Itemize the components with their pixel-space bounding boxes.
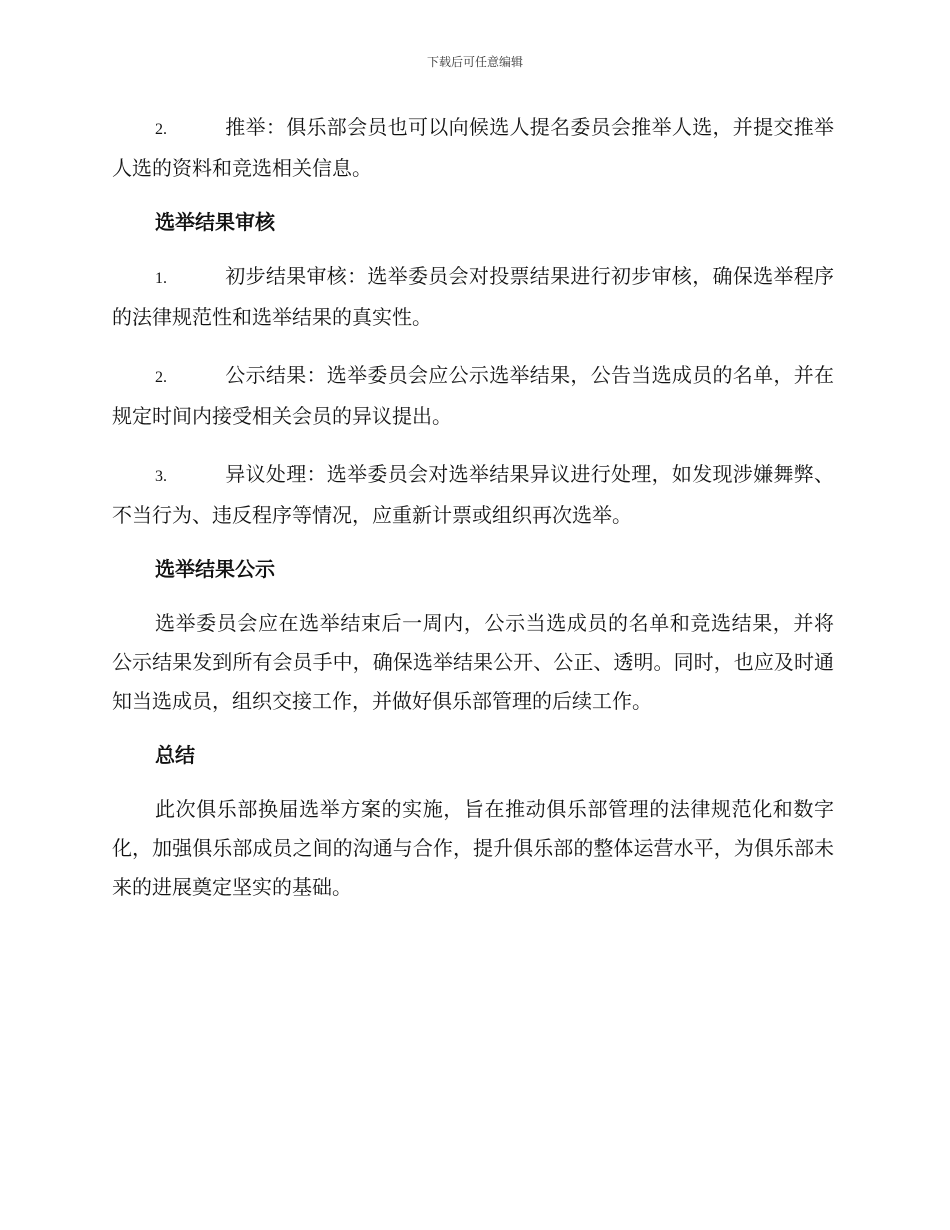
review-item-2 (112, 356, 834, 436)
review-item-1 (112, 257, 834, 337)
item-number: 2. (155, 121, 167, 138)
item-text: 异议处理：选举委员会对选举结果异议进行处理，如发现涉嫌舞弊、不当行为、违反程序等情况，应重新计票或组织再次选举。 (112, 462, 834, 527)
item-number: 3. (155, 468, 167, 485)
summary-paragraph: 此次俱乐部换届选举方案的实施，旨在推动俱乐部管理的法律规范化和数字化，加强俱乐部成员之间的沟通与合作，提升俱乐部的整体运营水平，为俱乐部未来的进展奠定坚实的基础。 (112, 797, 834, 899)
section-heading-announcement: 选举结果公示 (155, 557, 275, 581)
announcement-paragraph: 选举委员会应在选举结束后一周内，公示当选成员的名单和竞选结果，并将公示结果发到所有会员手中，确保选举结果公开、公正、透明。同时，也应及时通知当选成员，组织交接工作，并做好俱乐部管理的后续工作。 (112, 611, 834, 713)
item-number: 1. (155, 270, 167, 287)
section-heading-summary: 总结 (155, 743, 195, 767)
item-text: 推举：俱乐部会员也可以向候选人提名委员会推举人选，并提交推举人选的资料和竞选相关信息。 (112, 115, 834, 180)
item-text: 公示结果：选举委员会应公示选举结果，公告当选成员的名单，并在规定时间内接受相关会员的异议提出。 (112, 363, 834, 428)
item-text: 初步结果审核：选举委员会对投票结果进行初步审核，确保选举程序的法律规范性和选举结果的真实性。 (112, 264, 834, 329)
document-body (112, 108, 834, 926)
section-heading-review: 选举结果审核 (155, 210, 275, 234)
nomination-item-2 (112, 108, 834, 188)
header-note: 下载后可任意编辑 (426, 55, 523, 69)
review-item-3 (112, 455, 834, 535)
item-number: 2. (155, 369, 167, 386)
